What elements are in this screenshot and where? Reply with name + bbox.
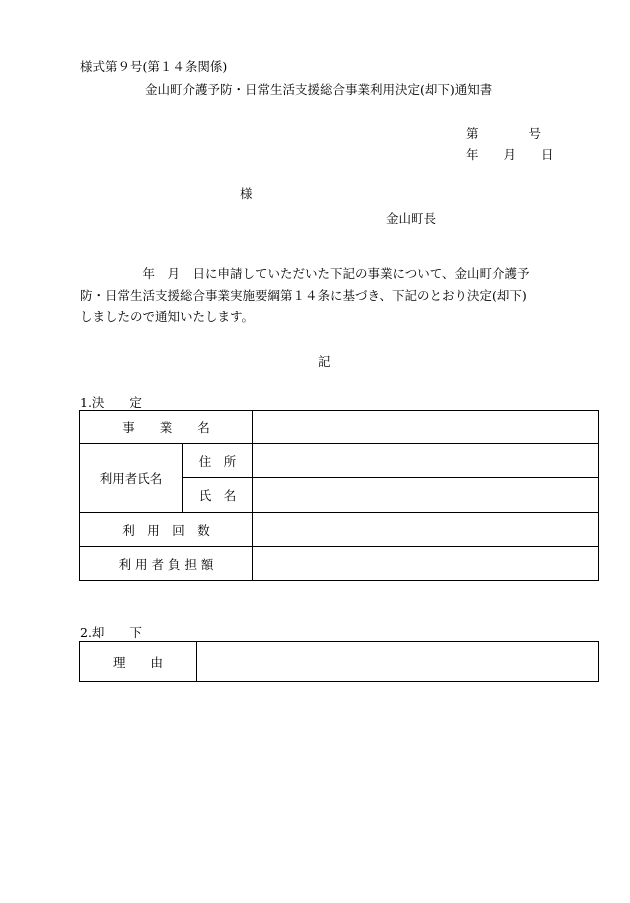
document-title: 金山町介護予防・日常生活支援総合事業利用決定(却下)通知書 (145, 82, 493, 97)
document-number-line: 第 号 (466, 126, 542, 141)
addressee: 様 (240, 186, 253, 201)
usage-count-label: 利 用 回 数 (80, 513, 253, 547)
service-name-label: 事 業 名 (80, 411, 253, 444)
body-line-1: 年 月 日に申請していただいた下記の事業について、金山町介護予 (80, 266, 530, 281)
user-burden-value[interactable] (253, 547, 599, 581)
body-line-3: しましたので通知いたします。 (80, 309, 255, 324)
rejection-table (79, 641, 599, 682)
name-label: 氏 名 (183, 478, 253, 513)
section-decision-heading: 1.決 定 (80, 395, 142, 410)
reason-label: 理 由 (80, 642, 197, 682)
name-value[interactable] (253, 478, 599, 513)
usage-count-value[interactable] (253, 513, 599, 547)
address-value[interactable] (253, 444, 599, 478)
address-label: 住 所 (183, 444, 253, 478)
user-name-group-label: 利用者氏名 (80, 444, 183, 513)
sender: 金山町長 (386, 211, 437, 226)
body-line-2: 防・日常生活支援総合事業実施要綱第１４条に基づき、下記のとおり決定(却下) (80, 287, 527, 303)
date-line: 年 月 日 (466, 147, 554, 162)
user-burden-label: 利 用 者 負 担 額 (80, 547, 253, 581)
section-rejection-heading: 2.却 下 (80, 625, 142, 640)
service-name-value[interactable] (253, 411, 599, 444)
decision-table (79, 410, 599, 581)
form-number: 様式第９号(第１４条関係) (80, 59, 228, 74)
reason-value[interactable] (197, 642, 599, 682)
body-text (80, 263, 580, 328)
ki-heading: 記 (318, 354, 331, 369)
